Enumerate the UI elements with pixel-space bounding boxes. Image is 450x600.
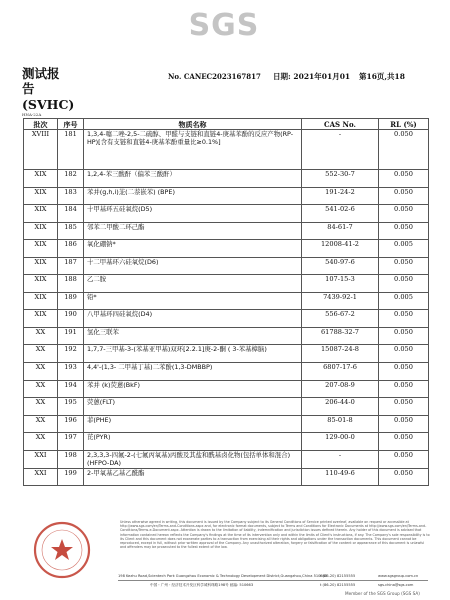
cell-reporting-limit: 0.050 — [379, 275, 429, 293]
report-date: 日期: 2021年01月01 — [273, 72, 351, 81]
cell-substance-name: 氧化硼钠* — [84, 240, 302, 258]
table-header-row — [24, 119, 429, 130]
cell-reporting-limit: 0.050 — [379, 345, 429, 363]
cell-number: 196 — [58, 415, 84, 433]
cell-substance-name: 荧蒽(FLT) — [84, 398, 302, 416]
table-row — [24, 398, 429, 416]
cell-reporting-limit: 0.050 — [379, 327, 429, 345]
table-row — [24, 363, 429, 381]
cell-substance-name: 1,7,7-三甲基-3-(苯基亚甲基)双环[2.2.1]庚-2-酮 ( 3-苯基樟脑) — [84, 345, 302, 363]
cell-reporting-limit: 0.050 — [379, 468, 429, 486]
cell-batch: XX — [24, 380, 58, 398]
cell-number: 198 — [58, 450, 84, 468]
cell-substance-name: 铅* — [84, 292, 302, 310]
cell-substance-name: 2-甲氧基乙基乙酰酯 — [84, 468, 302, 486]
cell-reporting-limit: 0.050 — [379, 257, 429, 275]
table-row — [24, 380, 429, 398]
cell-cas-number: - — [302, 450, 379, 468]
cell-number: 197 — [58, 433, 84, 451]
table-row — [24, 222, 429, 240]
cell-batch: XIX — [24, 240, 58, 258]
cell-batch: XX — [24, 345, 58, 363]
svhc-table — [23, 118, 429, 486]
table-row — [24, 130, 429, 170]
cell-cas-number: 6807-17-6 — [302, 363, 379, 381]
cell-number: 199 — [58, 468, 84, 486]
cell-number: 190 — [58, 310, 84, 328]
cell-reporting-limit: 0.050 — [379, 130, 429, 170]
cell-substance-name: 苯并(g,h,i)苝(二萘嵌苯) (BPE) — [84, 187, 302, 205]
table-body — [24, 130, 429, 486]
table-row — [24, 415, 429, 433]
cell-reporting-limit: 0.050 — [379, 433, 429, 451]
cell-substance-name: 4,4'-(1,3- 二甲基丁基)二苯酚(1,3-DMBBP) — [84, 363, 302, 381]
cell-number: 188 — [58, 275, 84, 293]
cell-substance-name: 2,3,3,3-四氟-2-(七氟丙氧基)丙酸及其盐和酰基卤化物(包括单体和混合)(HFPO-DA) — [84, 450, 302, 468]
table-row — [24, 187, 429, 205]
footer-address-cn: 中国・广州・经济技术开发区科学城科珠路198号 邮编: 510663 — [150, 583, 254, 587]
sgs-logo: SGS — [188, 8, 260, 43]
cell-batch: XX — [24, 433, 58, 451]
cell-batch: XIX — [24, 222, 58, 240]
cell-number: 186 — [58, 240, 84, 258]
cell-reporting-limit: 0.050 — [379, 415, 429, 433]
cell-reporting-limit: 0.050 — [379, 170, 429, 188]
cell-substance-name: 十二甲基环六硅氧烷(D6) — [84, 257, 302, 275]
footer-divider — [118, 580, 428, 581]
footer-phone-en: t (86-20) 82155555 — [320, 574, 356, 578]
cell-substance-name: 八甲基环四硅氧烷(D4) — [84, 310, 302, 328]
table-row — [24, 170, 429, 188]
cell-batch: XXI — [24, 450, 58, 468]
column-header-cas: CAS No. — [302, 119, 379, 130]
cell-batch: XIX — [24, 292, 58, 310]
footer-phone-cn: t (86-20) 82155555 — [320, 583, 356, 587]
cell-number: 195 — [58, 398, 84, 416]
cell-cas-number: 85-01-8 — [302, 415, 379, 433]
cell-substance-name: 邻苯二甲酸二环己酯 — [84, 222, 302, 240]
cell-batch: XIX — [24, 257, 58, 275]
cell-substance-name: 芘(PYR) — [84, 433, 302, 451]
footer-email-cn: sgs.china@sgs.com — [378, 583, 414, 587]
cell-number: 182 — [58, 170, 84, 188]
cell-substance-name: 1,2,4-苯三酸酐（偏苯三酸酐） — [84, 170, 302, 188]
cell-cas-number: 540-97-6 — [302, 257, 379, 275]
cell-batch: XX — [24, 363, 58, 381]
cell-cas-number: 207-08-9 — [302, 380, 379, 398]
cell-batch: XX — [24, 327, 58, 345]
table-row — [24, 257, 429, 275]
cell-number: 191 — [58, 327, 84, 345]
cell-batch: XX — [24, 398, 58, 416]
cell-reporting-limit: 0.005 — [379, 292, 429, 310]
cell-reporting-limit: 0.050 — [379, 222, 429, 240]
cell-substance-name: 1,3,4-噻二唑-2,5-二硫醇、甲醛与支链和直链4-庚基苯酚的反应产物(RP-HP)[含有支链和直链4-庚基苯酚重量比≥0.1%] — [84, 130, 302, 170]
cell-batch: XIX — [24, 275, 58, 293]
cell-reporting-limit: 0.050 — [379, 187, 429, 205]
cell-batch: XIX — [24, 310, 58, 328]
cell-number: 194 — [58, 380, 84, 398]
cell-batch: XX — [24, 415, 58, 433]
company-seal-stamp — [28, 520, 96, 580]
cell-cas-number: 552-30-7 — [302, 170, 379, 188]
footer-address-en: 198 Kezhu Road,Scientech Park Guangzhou Economic & Technology Development District,Guangzhou,China 510663 — [118, 574, 328, 578]
cell-cas-number: 107-15-3 — [302, 275, 379, 293]
cell-batch: XVIII — [24, 130, 58, 170]
cell-cas-number: 191-24-2 — [302, 187, 379, 205]
column-header-batch: 批次 — [24, 119, 58, 130]
cell-cas-number: 110-49-6 — [302, 468, 379, 486]
cell-cas-number: 541-02-6 — [302, 205, 379, 223]
column-header-substance: 物质名称 — [84, 119, 302, 130]
table-row — [24, 240, 429, 258]
cell-reporting-limit: 0.050 — [379, 398, 429, 416]
member-note: Member of the SGS Group (SGS SA) — [345, 591, 420, 596]
cell-substance-name: 苯并 (k)荧蒽(BkF) — [84, 380, 302, 398]
cell-substance-name: 氢化三联苯 — [84, 327, 302, 345]
cell-cas-number: 84-61-7 — [302, 222, 379, 240]
table-row — [24, 205, 429, 223]
table-row — [24, 450, 429, 468]
column-header-no: 序号 — [58, 119, 84, 130]
cell-cas-number: 206-44-0 — [302, 398, 379, 416]
cell-cas-number: 61788-32-7 — [302, 327, 379, 345]
cell-number: 185 — [58, 222, 84, 240]
cell-reporting-limit: 0.050 — [379, 205, 429, 223]
report-subtitle: (SVHC) — [22, 97, 75, 112]
cell-reporting-limit: 0.050 — [379, 450, 429, 468]
footer-disclaimer: Unless otherwise agreed in writing, this document is issued by the Company subject to its General Conditions of Service printed overleaf, available on request or accessible at http://www.sgs.com/en/Terms-and-Conditions.aspx and, for electronic format documents, subject to Terms and Conditions for Electronic Documents at http://www.sgs.com/en/Terms-and-Conditions/Terms-e-Document.aspx. Attention is drawn to the limitation of liability, indemnification and jurisdiction issues defined therein. Any holder of this document is advised that information contained hereon reflects the Company's findings at the time of its intervention only and within the limits of Client's instructions, if any. The Company's sole responsibility is to its Client and this document does not exonerate parties to a transaction from exercising all their rights and obligations under the transaction documents. This document cannot be reproduced, except in full, without prior written approval of the Company. Any unauthorized alteration, forgery or falsification of the content or appearance of this document is unlawful and offenders may be prosecuted to the fullest extent of the law. — [120, 520, 430, 550]
cell-number: 189 — [58, 292, 84, 310]
cell-number: 187 — [58, 257, 84, 275]
cell-batch: XXI — [24, 468, 58, 486]
cell-cas-number: - — [302, 130, 379, 170]
cell-substance-name: 菲(PHE) — [84, 415, 302, 433]
cell-cas-number: 12008-41-2 — [302, 240, 379, 258]
column-header-rl: RL (%) — [379, 119, 429, 130]
report-title: 测试报告 — [22, 66, 60, 96]
table-row — [24, 327, 429, 345]
table-row — [24, 275, 429, 293]
cell-batch: XIX — [24, 170, 58, 188]
cell-substance-name: 乙二胺 — [84, 275, 302, 293]
cell-substance-name: 十甲基环五硅氧烷(D5) — [84, 205, 302, 223]
cell-number: 181 — [58, 130, 84, 170]
page-number: 第16页,共18 — [359, 72, 405, 81]
cell-number: 183 — [58, 187, 84, 205]
small-note: HNA-22A — [22, 112, 42, 117]
cell-reporting-limit: 0.050 — [379, 310, 429, 328]
table-row — [24, 345, 429, 363]
cell-cas-number: 556-67-2 — [302, 310, 379, 328]
table-row — [24, 292, 429, 310]
cell-number: 184 — [58, 205, 84, 223]
table-row — [24, 433, 429, 451]
cell-cas-number: 7439-92-1 — [302, 292, 379, 310]
cell-batch: XIX — [24, 205, 58, 223]
cell-cas-number: 15087-24-8 — [302, 345, 379, 363]
cell-reporting-limit: 0.005 — [379, 240, 429, 258]
cell-cas-number: 129-00-0 — [302, 433, 379, 451]
footer-web-en: www.sgsgroup.com.cn — [378, 574, 419, 578]
table-row — [24, 310, 429, 328]
cell-number: 192 — [58, 345, 84, 363]
cell-reporting-limit: 0.050 — [379, 363, 429, 381]
report-number: No. CANEC2023167817 — [168, 72, 261, 81]
cell-reporting-limit: 0.050 — [379, 380, 429, 398]
cell-batch: XIX — [24, 187, 58, 205]
table-row — [24, 468, 429, 486]
cell-number: 193 — [58, 363, 84, 381]
